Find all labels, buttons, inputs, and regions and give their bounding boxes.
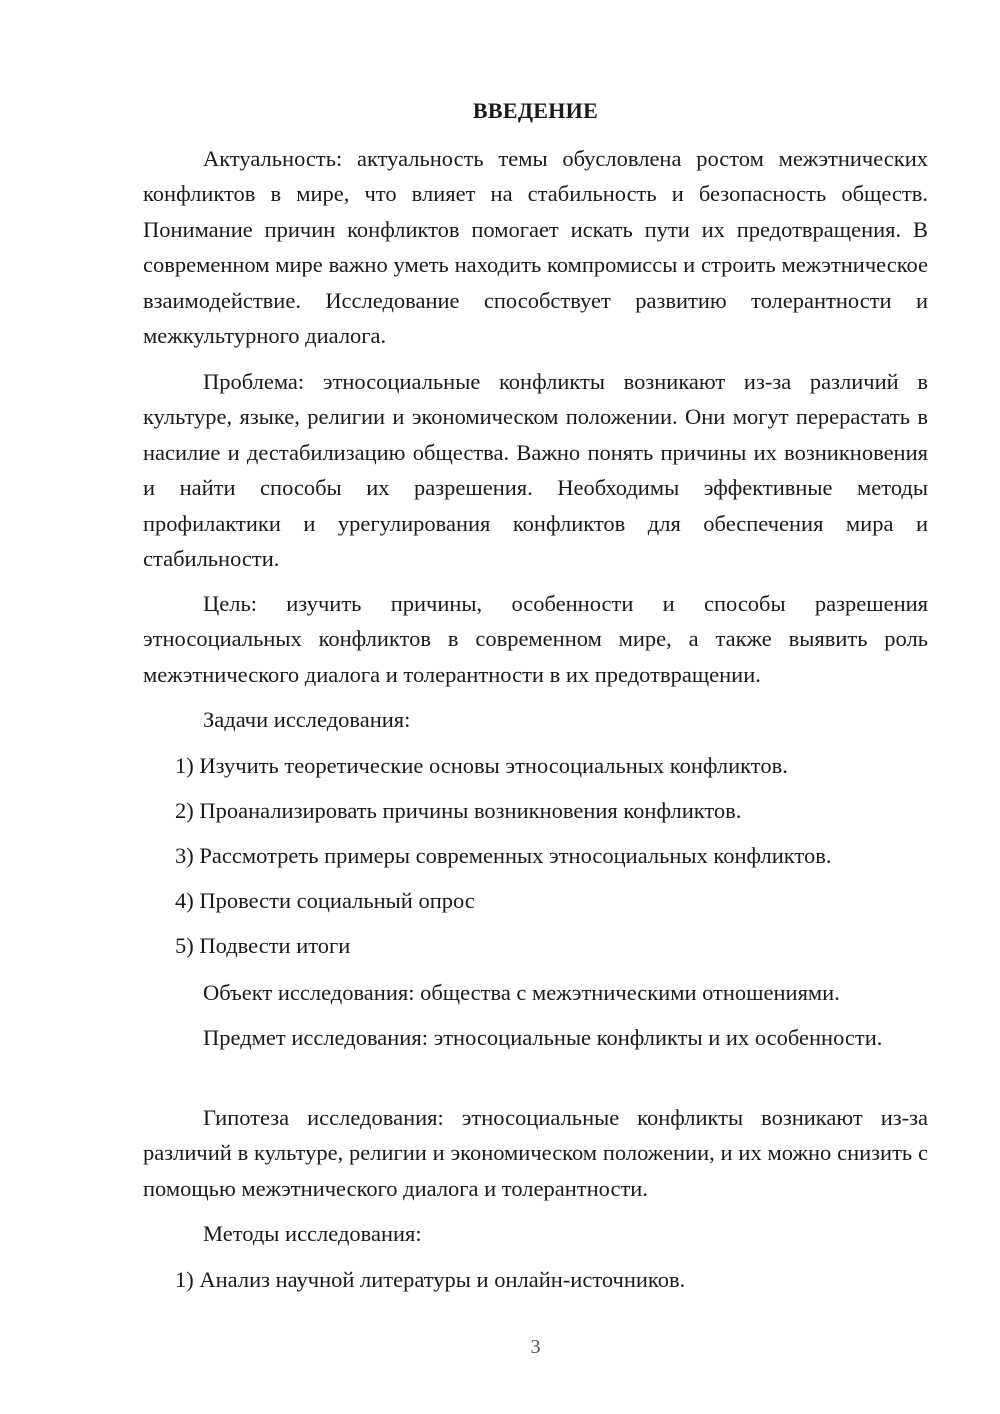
paragraph-problem: Проблема: этносоциальные конфликты возникают из-за различий в культуре, языке, религии и экономическом положении. Они могут перерастать в насилие и дестабилизацию общества. Важно понять причины их возникновения и найти способы их разрешения. Необходимы эффективные методы профилактики и урегулирования конфликтов для обеспечения мира и стабильности. <box>143 369 928 572</box>
task-item-1: 1) Изучить теоретические основы этносоциальных конфликтов. <box>175 753 788 778</box>
task-item-2: 2) Проанализировать причины возникновения конфликтов. <box>175 798 742 823</box>
paragraph-hypothesis: Гипотеза исследования: этносоциальные конфликты возникают из-за различий в культуре, религии и экономическом положении, и их можно снизить с помощью межэтнического диалога и толерантности. <box>143 1105 928 1201</box>
paragraph-subject: Предмет исследования: этносоциальные конфликты и их особенности. <box>203 1025 883 1050</box>
task-item-5: 5) Подвести итоги <box>175 933 351 958</box>
task-item-3: 3) Рассмотреть примеры современных этносоциальных конфликтов. <box>175 843 832 868</box>
task-item-4: 4) Провести социальный опрос <box>175 888 475 913</box>
paragraph-goal: Цель: изучить причины, особенности и способы разрешения этносоциальных конфликтов в современном мире, а также выявить роль межэтнического диалога и толерантности в их предотвращении. <box>143 591 928 687</box>
tasks-heading: Задачи исследования: <box>203 707 411 732</box>
methods-heading: Методы исследования: <box>203 1221 422 1246</box>
page-number: 3 <box>530 1336 541 1358</box>
method-item-1: 1) Анализ научной литературы и онлайн-источников. <box>175 1267 686 1292</box>
section-title: ВВЕДЕНИЕ <box>472 98 599 123</box>
paragraph-actuality: Актуальность: актуальность темы обусловлена ростом межэтнических конфликтов в мире, что влияет на стабильность и безопасность обществ. Понимание причин конфликтов помогает искать пути их предотвращения. В современном мире важно уметь находить компромиссы и строить межэтническое взаимодействие. Исследование способствует развитию толерантности и межкультурного диалога. <box>143 146 928 349</box>
paragraph-object: Объект исследования: общества с межэтническими отношениями. <box>203 980 840 1005</box>
